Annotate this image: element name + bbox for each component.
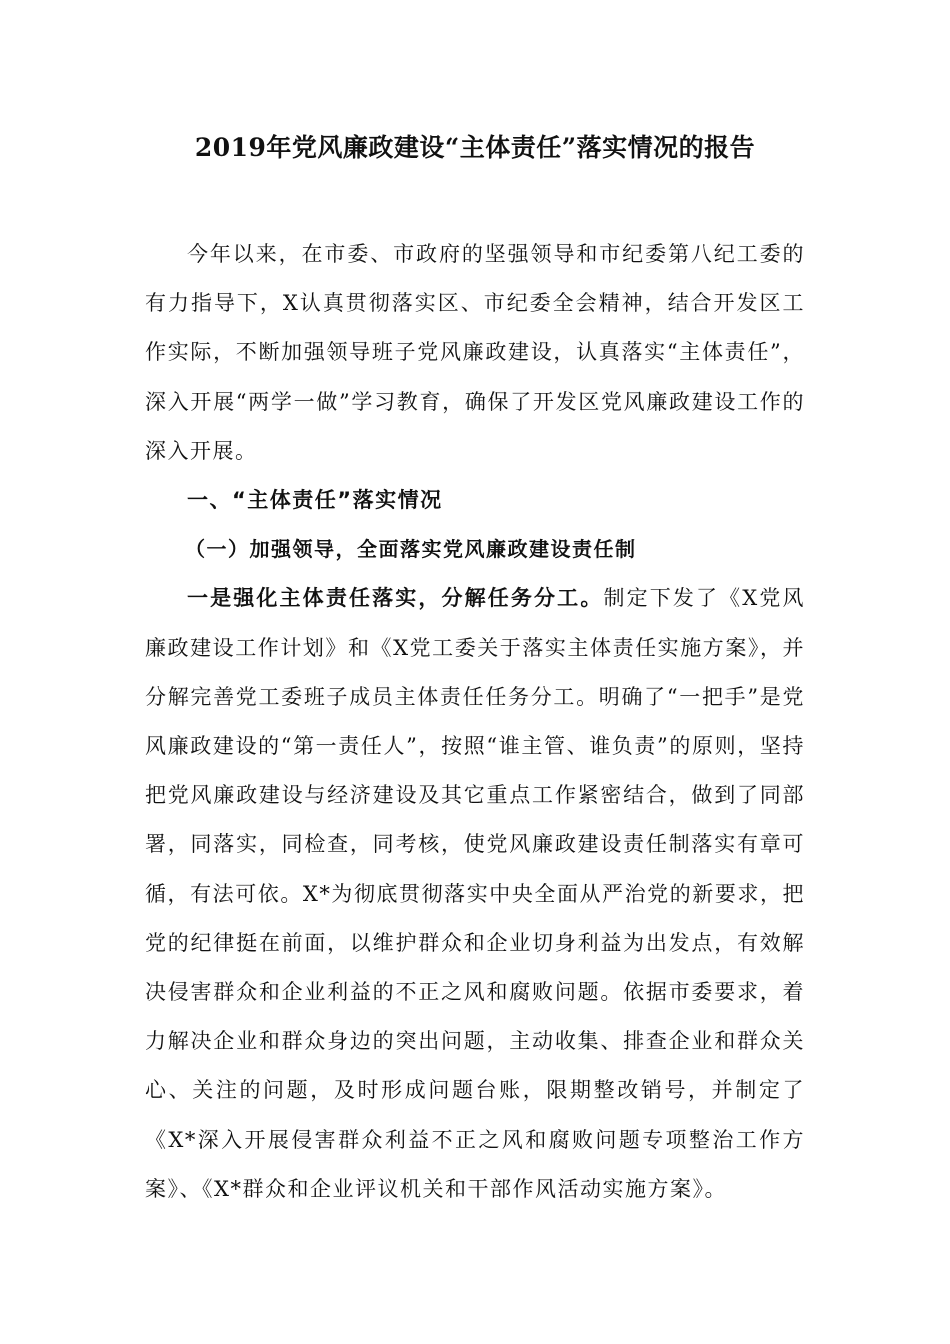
body-paragraph [145,574,805,1214]
document-title: 2019年党风廉政建设“主体责任”落实情况的报告 [194,133,756,162]
paragraph-lead: 一是强化主体责任落实，分解任务分工。 [187,586,604,611]
subsection-heading: （一）加强领导，全面落实党风廉政建设责任制 [185,537,637,562]
intro-paragraph: 今年以来，在市委、市政府的坚强领导和市纪委第八纪工委的有力指导下，X认真贯彻落实区、市纪委全会精神，结合开发区工作实际，不断加强领导班子党风廉政建设，认真落实“主体责任”，深入开展“两学一做”学习教育，确保了开发区党风廉政建设工作的深入开展。 [145,242,805,463]
section-heading: 一、“主体责任”落实情况 [187,488,443,513]
paragraph-text: 制定下发了《X党风廉政建设工作计划》和《X党工委关于落实主体责任实施方案》，并分解完善党工委班子成员主体责任任务分工。明确了“一把手”是党风廉政建设的“第一责任人”，按照“谁主管、谁负责”的原则，坚持把党风廉政建设与经济建设及其它重点工作紧密结合，做到了同部署，同落实，同检查，同考核，使党风廉政建设责任制落实有章可循，有法可依。X*为彻底贯彻落实中央全面从严治党的新要求，把党的纪律挺在前面，以维护群众和企业切身利益为出发点，有效解决侵害群众和企业利益的不正之风和腐败问题。依据市委要求，着力解决企业和群众身边的突出问题，主动收集、排查企业和群众关心、关注的问题，及时形成问题台账，限期整改销号，并制定了《X*深入开展侵害群众利益不正之风和腐败问题专项整治工作方案》、《X*群众和企业评议机关和干部作风活动实施方案》。 [145,586,806,1201]
document-body [145,230,805,1214]
